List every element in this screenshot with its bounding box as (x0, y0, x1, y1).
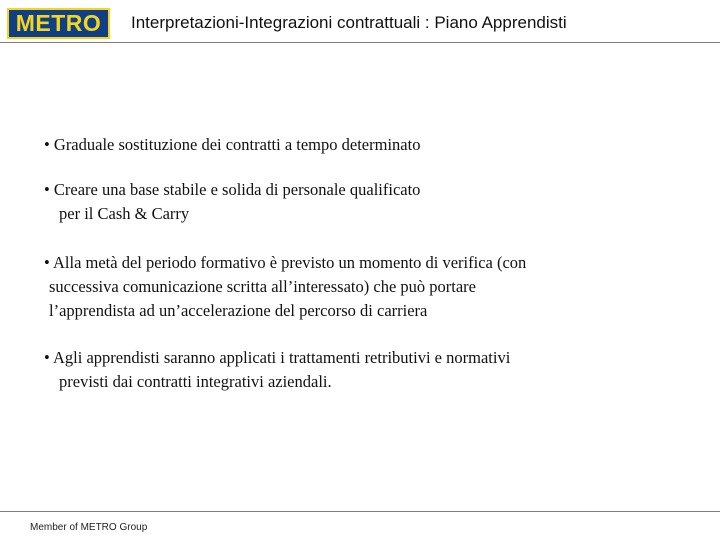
header-divider (0, 42, 720, 43)
metro-logo (7, 8, 110, 39)
bullet-item (44, 133, 420, 157)
bullet-line: l’apprendista ad un’accelerazione del percorso di carriera (49, 301, 428, 320)
bullet-line: • Graduale sostituzione dei contratti a tempo determinato (44, 135, 421, 154)
page-title: Interpretazioni-Integrazioni contrattuali : Piano Apprendisti (131, 13, 567, 32)
footer-divider (0, 511, 720, 512)
bullet-line: • Agli apprendisti saranno applicati i trattamenti retributivi e normativi (44, 348, 511, 367)
bullet-line: per il Cash & Carry (59, 204, 190, 223)
bullet-line: • Creare una base stabile e solida di personale qualificato (44, 180, 421, 199)
bullet-item (44, 178, 420, 226)
bullet-line: • Alla metà del periodo formativo è previsto un momento di verifica (con (44, 253, 527, 272)
bullet-item (44, 346, 510, 394)
bullet-line: previsti dai contratti integrativi aziendali. (59, 372, 332, 391)
metro-logo-background (9, 10, 108, 37)
bullet-item (44, 251, 526, 323)
footer-text: Member of METRO Group (30, 522, 148, 533)
metro-logo-text: METRO (15, 10, 102, 36)
bullet-line: successiva comunicazione scritta all’interessato) che può portare (49, 277, 476, 296)
